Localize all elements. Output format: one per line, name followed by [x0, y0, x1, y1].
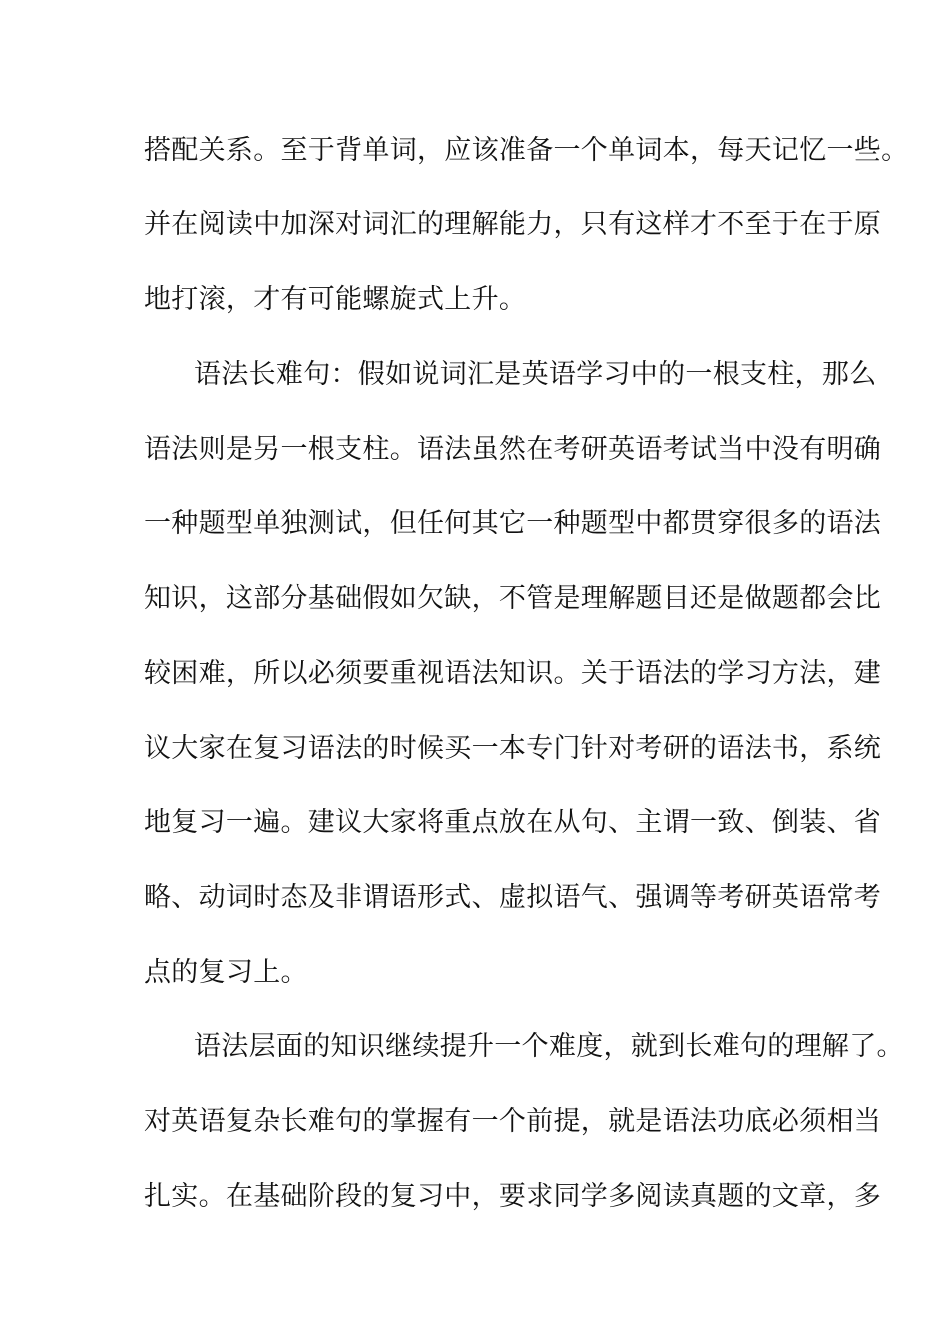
text-line-12: 点的复习上。 — [144, 957, 308, 988]
text-line-8: 较困难，所以必须要重视语法知识。关于语法的学习方法，建 — [144, 658, 882, 689]
text-line-15: 扎实。在基础阶段的复习中，要求同学多阅读真题的文章，多 — [144, 1181, 882, 1212]
text-line-9: 议大家在复习语法的时候买一本专门针对考研的语法书，系统 — [144, 733, 882, 764]
text-line-14: 对英语复杂长难句的掌握有一个前提，就是语法功底必须相当 — [144, 1106, 882, 1137]
text-line-11: 略、动词时态及非谓语形式、虚拟语气、强调等考研英语常考 — [144, 882, 882, 913]
text-line-5: 语法则是另一根支柱。语法虽然在考研英语考试当中没有明确 — [144, 434, 882, 465]
text-line-6: 一种题型单独测试，但任何其它一种题型中都贯穿很多的语法 — [144, 508, 882, 539]
text-line-3: 地打滚，才有可能螺旋式上升。 — [144, 284, 527, 315]
text-line-10: 地复习一遍。建议大家将重点放在从句、主谓一致、倒装、省 — [144, 807, 882, 838]
text-line-1: 搭配关系。至于背单词，应该准备一个单词本，每天记忆一些。 — [144, 135, 909, 166]
paragraph-start-long-sentences: 语法层面的知识继续提升一个难度，就到长难句的理解了。 — [194, 1031, 904, 1062]
text-line-7: 知识，这部分基础假如欠缺，不管是理解题目还是做题都会比 — [144, 583, 882, 614]
text-line-2: 并在阅读中加深对词汇的理解能力，只有这样才不至于在于原 — [144, 209, 882, 240]
paragraph-start-grammar: 语法长难句：假如说词汇是英语学习中的一根支柱，那么 — [194, 359, 877, 390]
